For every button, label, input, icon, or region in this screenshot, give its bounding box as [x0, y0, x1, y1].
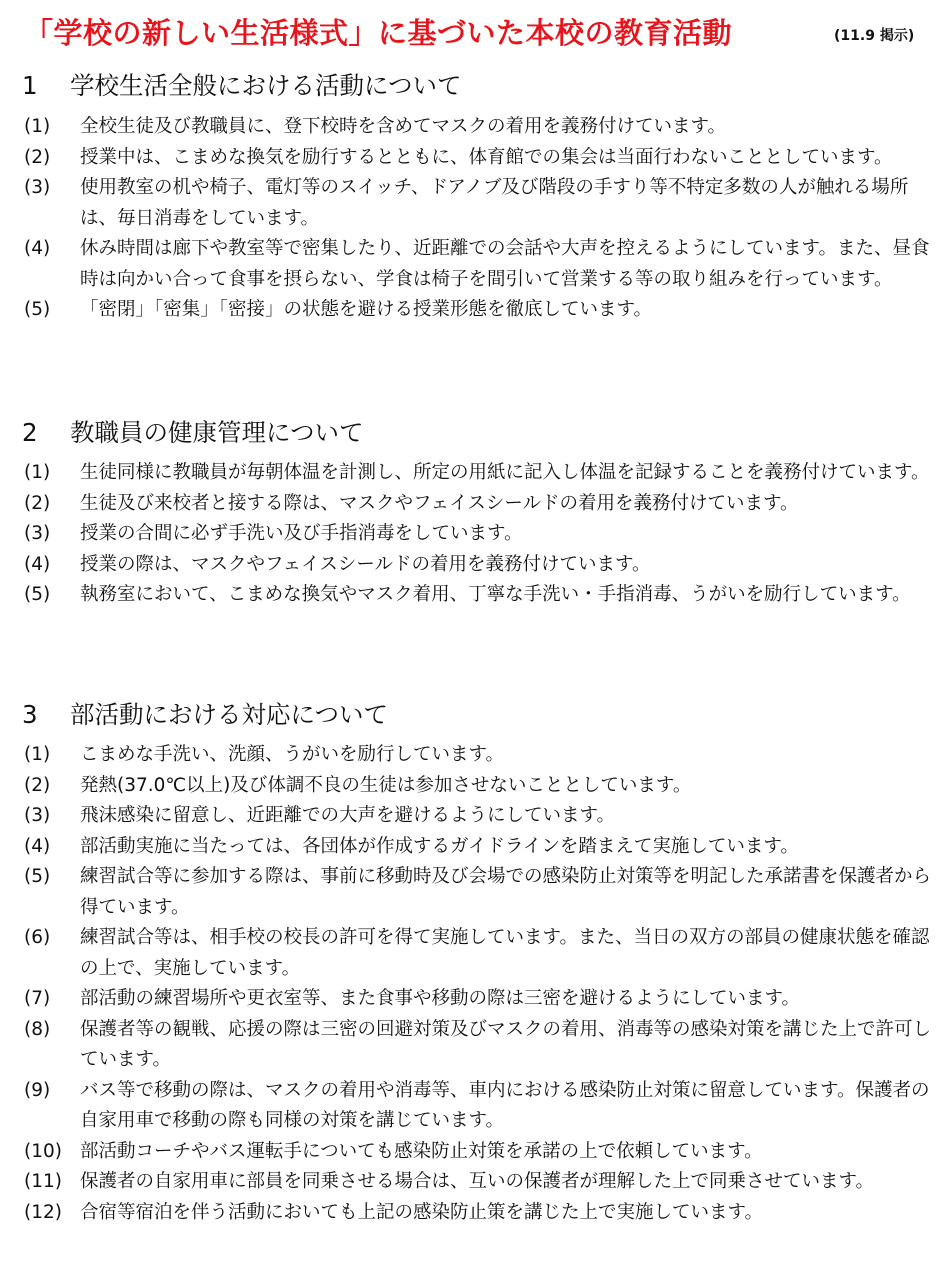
item-label: (2) [24, 492, 51, 514]
item-label: (3) [24, 805, 51, 826]
list-item [0, 771, 945, 802]
list-item [0, 1076, 945, 1137]
item-list [0, 740, 945, 1228]
list-item [0, 234, 945, 295]
item-label: (3) [24, 177, 51, 198]
list-item [0, 112, 945, 143]
posted-date-note: (11.9 掲示) [834, 28, 915, 44]
item-text: 練習試合等に参加する際は、事前に移動時及び会場での感染防止対策等を明記した承諾書を保護者から得ています。 [80, 866, 932, 918]
item-text: 発熱(37.0℃以上)及び体調不良の生徒は参加させないこととしています。 [80, 774, 692, 796]
section-number: 1 [22, 71, 38, 100]
item-label: (1) [24, 744, 51, 765]
item-label: (5) [24, 299, 51, 320]
item-text: 練習試合等は、相手校の校長の許可を得て実施しています。また、当日の双方の部員の健康状態を確認の上で、実施しています。 [80, 927, 930, 979]
item-text: 生徒及び来校者と接する際は、マスクやフェイスシールドの着用を義務付けています。 [80, 492, 799, 514]
list-item [0, 740, 945, 771]
list-item [0, 801, 945, 832]
item-label: (9) [24, 1079, 51, 1101]
list-item [0, 173, 945, 234]
item-text: 保護者等の観戦、応援の際は三密の回避対策及びマスクの着用、消毒等の感染対策を講じた上で許可しています。 [80, 1018, 932, 1070]
list-item [0, 580, 945, 611]
item-label: (4) [24, 238, 51, 259]
item-text: 「密閉」「密集」「密接」の状態を避ける授業形態を徹底しています。 [80, 299, 653, 320]
item-text: 飛沫感染に留意し、近距離での大声を避けるようにしています。 [80, 805, 616, 826]
item-label: (5) [24, 584, 51, 605]
item-label: (11) [24, 1171, 62, 1192]
item-text: バス等で移動の際は、マスクの着用や消毒等、車内における感染防止対策に留意しています。保護者の自家用車で移動の際も同様の対策を講じています。 [80, 1079, 930, 1131]
item-label: (1) [24, 462, 51, 483]
section-title: 学校生活全般における活動について [70, 71, 462, 100]
item-label: (3) [24, 523, 51, 544]
list-item [0, 862, 945, 923]
list-item [0, 489, 945, 520]
item-list [0, 112, 945, 326]
item-label: (4) [24, 553, 51, 575]
item-label: (1) [24, 116, 51, 137]
section-title: 部活動における対応について [70, 700, 389, 729]
item-text: 生徒同様に教職員が毎朝体温を計測し、所定の用紙に記入し体温を記録することを義務付けています。 [80, 462, 930, 483]
list-item [0, 458, 945, 489]
item-text: こまめな手洗い、洗顔、うがいを励行しています。 [80, 744, 505, 765]
list-item [0, 1198, 945, 1229]
item-label: (2) [24, 774, 51, 796]
item-list [0, 458, 945, 611]
item-text: 保護者の自家用車に部員を同乗させる場合は、互いの保護者が理解した上で同乗させています。 [80, 1171, 875, 1192]
list-item [0, 295, 945, 326]
section-heading [22, 68, 462, 104]
item-text: 休み時間は廊下や教室等で密集したり、近距離での会話や大声を控えるようにしています。また、昼食時は向かい合って食事を摂らない、学食は椅子を間引いて営業する等の取り組みを行っています。 [80, 238, 930, 290]
section-heading [22, 415, 364, 451]
list-item [0, 1137, 945, 1168]
list-item [0, 143, 945, 174]
item-label: (8) [24, 1018, 51, 1040]
list-item [0, 984, 945, 1015]
item-text: 授業の合間に必ず手洗い及び手指消毒をしています。 [80, 523, 523, 544]
item-text: 授業の際は、マスクやフェイスシールドの着用を義務付けています。 [80, 553, 651, 575]
list-item [0, 1015, 945, 1076]
item-label: (12) [24, 1201, 62, 1223]
section-title: 教職員の健康管理について [70, 418, 364, 447]
list-item [0, 832, 945, 863]
item-text: 執務室において、こまめな換気やマスク着用、丁寧な手洗い・手指消毒、うがいを励行しています。 [80, 584, 911, 605]
list-item [0, 519, 945, 550]
item-text: 部活動実施に当たっては、各団体が作成するガイドラインを踏まえて実施しています。 [80, 835, 799, 857]
item-label: (2) [24, 146, 51, 168]
item-label: (10) [24, 1140, 62, 1162]
item-label: (5) [24, 866, 51, 887]
section-heading [22, 697, 388, 733]
item-text: 使用教室の机や椅子、電灯等のスイッチ、ドアノブ及び階段の手すり等不特定多数の人が触れる場所は、毎日消毒をしています。 [80, 177, 909, 229]
list-item [0, 1167, 945, 1198]
item-label: (6) [24, 927, 51, 948]
list-item [0, 550, 945, 581]
item-text: 授業中は、こまめな換気を励行するとともに、体育館での集会は当面行わないこととしています。 [80, 146, 893, 168]
item-text: 部活動の練習場所や更衣室等、また食事や移動の際は三密を避けるようにしています。 [80, 988, 801, 1009]
section-number: 3 [22, 700, 38, 729]
item-text: 合宿等宿泊を伴う活動においても上記の感染防止策を講じた上で実施しています。 [80, 1201, 764, 1223]
title-row [0, 10, 945, 58]
item-text: 部活動コーチやバス運転手についても感染防止対策を承諾の上で依頼しています。 [80, 1140, 763, 1162]
page-title: 「学校の新しい生活様式」に基づいた本校の教育活動 [24, 16, 733, 50]
item-label: (7) [24, 988, 51, 1009]
list-item [0, 923, 945, 984]
section-number: 2 [22, 418, 38, 447]
item-text: 全校生徒及び教職員に、登下校時を含めてマスクの着用を義務付けています。 [80, 116, 727, 137]
item-label: (4) [24, 835, 51, 857]
